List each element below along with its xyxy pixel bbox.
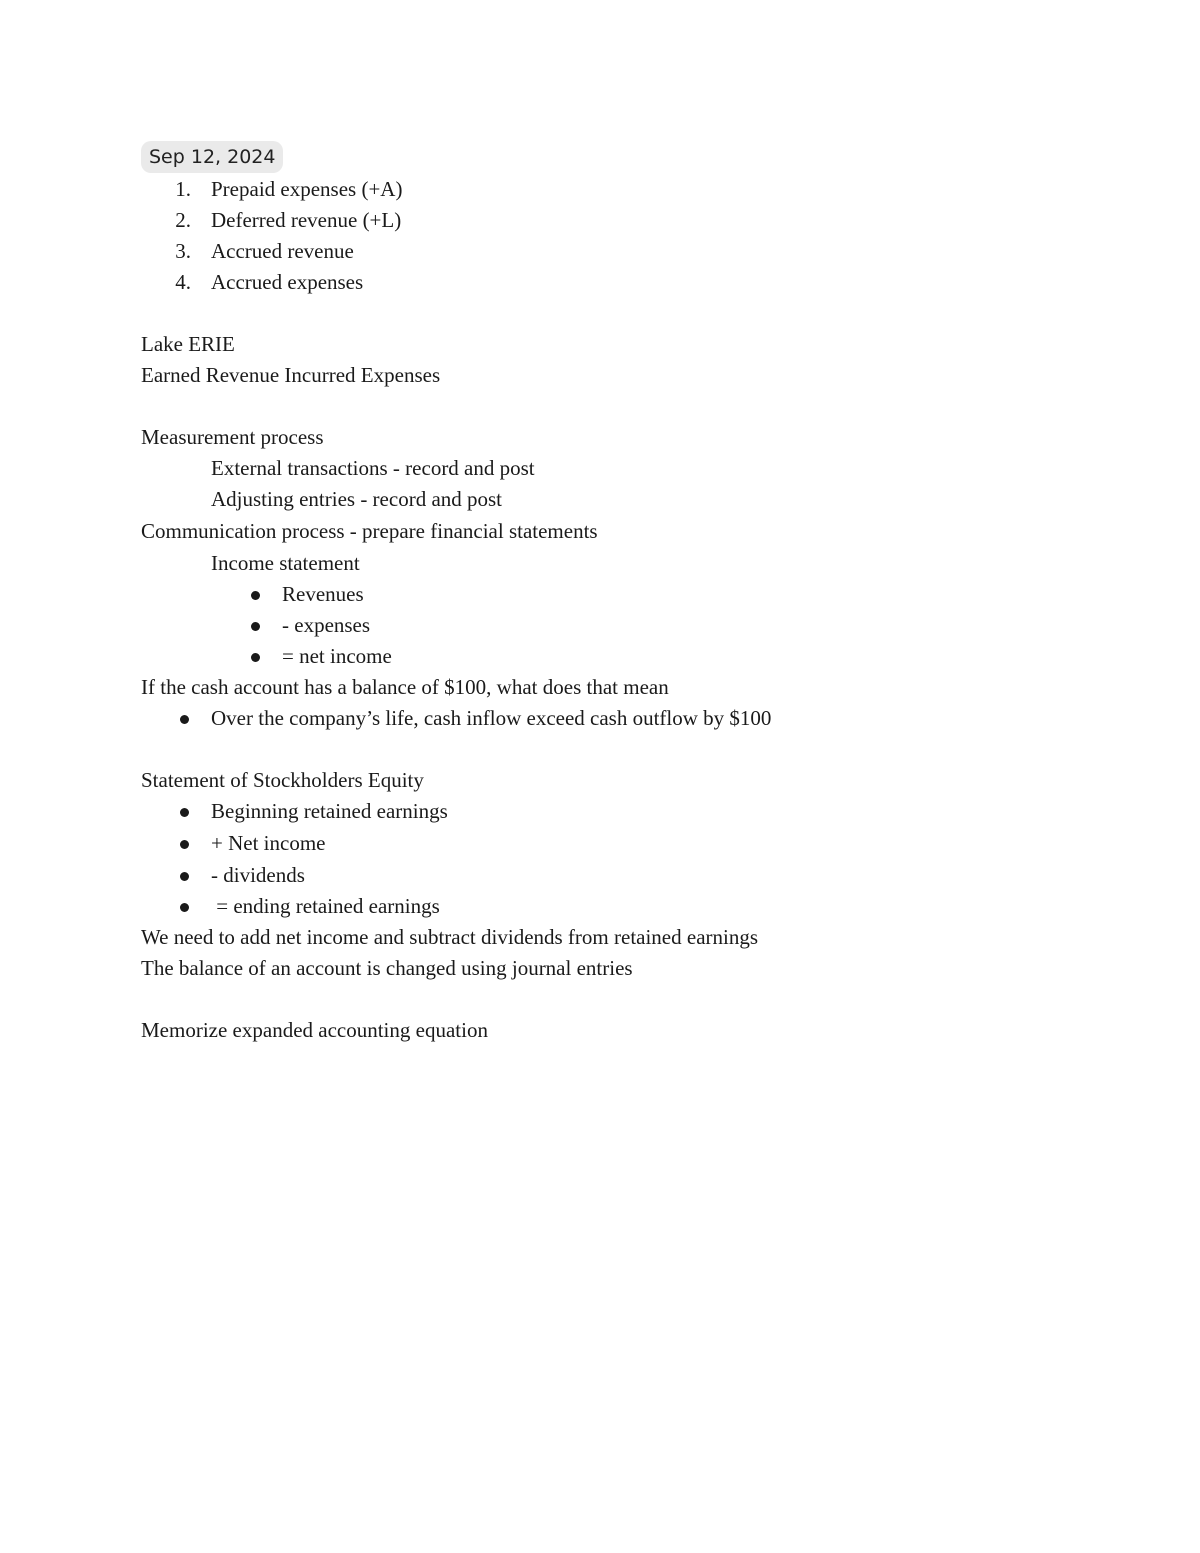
bullet-icon bbox=[180, 903, 189, 912]
bullet-icon bbox=[180, 808, 189, 817]
bullet-icon bbox=[251, 653, 260, 662]
bullet-icon bbox=[251, 591, 260, 600]
memorize-text: Memorize expanded accounting equation bbox=[141, 1018, 488, 1042]
date-chip[interactable]: Sep 12, 2024 bbox=[141, 141, 283, 173]
note-journal-entries: The balance of an account is changed using journal entries bbox=[141, 956, 633, 980]
earned-incurred-text: Earned Revenue Incurred Expenses bbox=[141, 363, 441, 387]
list-number: 2. bbox=[175, 208, 191, 232]
list-number: 3. bbox=[175, 239, 191, 263]
cash-question-bullet: Over the company’s life, cash inflow exceed cash outflow by $100 bbox=[211, 706, 772, 730]
bullet-icon bbox=[180, 872, 189, 881]
income-bullet-expenses: - expenses bbox=[282, 613, 371, 637]
list-item-accrued-revenue: Accrued revenue bbox=[211, 239, 354, 263]
list-number: 4. bbox=[175, 270, 191, 294]
measurement-heading: Measurement process bbox=[141, 425, 324, 449]
equity-bullet-ending: = ending retained earnings bbox=[211, 894, 440, 918]
list-item-accrued-expenses: Accrued expenses bbox=[211, 270, 364, 294]
equity-bullet-net-income: + Net income bbox=[211, 831, 326, 855]
equity-bullet-beginning: Beginning retained earnings bbox=[211, 799, 448, 823]
income-bullet-revenues: Revenues bbox=[282, 582, 364, 606]
communication-heading: Communication process - prepare financial statements bbox=[141, 519, 598, 543]
stockholders-heading: Statement of Stockholders Equity bbox=[141, 768, 424, 792]
list-number: 1. bbox=[175, 177, 191, 201]
measurement-item-external: External transactions - record and post bbox=[211, 456, 535, 480]
bullet-icon bbox=[180, 840, 189, 849]
income-statement-subheading: Income statement bbox=[211, 551, 360, 575]
bullet-icon bbox=[180, 715, 189, 724]
income-bullet-net-income: = net income bbox=[282, 644, 392, 668]
list-item-deferred-revenue: Deferred revenue (+L) bbox=[211, 208, 402, 232]
note-add-net-income: We need to add net income and subtract dividends from retained earnings bbox=[141, 925, 759, 949]
lake-erie-text: Lake ERIE bbox=[141, 332, 235, 356]
bullet-icon bbox=[251, 622, 260, 631]
measurement-item-adjusting: Adjusting entries - record and post bbox=[211, 487, 503, 511]
cash-question-text: If the cash account has a balance of $100, what does that mean bbox=[141, 675, 669, 699]
list-item-prepaid-expenses: Prepaid expenses (+A) bbox=[211, 177, 403, 201]
equity-bullet-dividends: - dividends bbox=[211, 863, 305, 887]
